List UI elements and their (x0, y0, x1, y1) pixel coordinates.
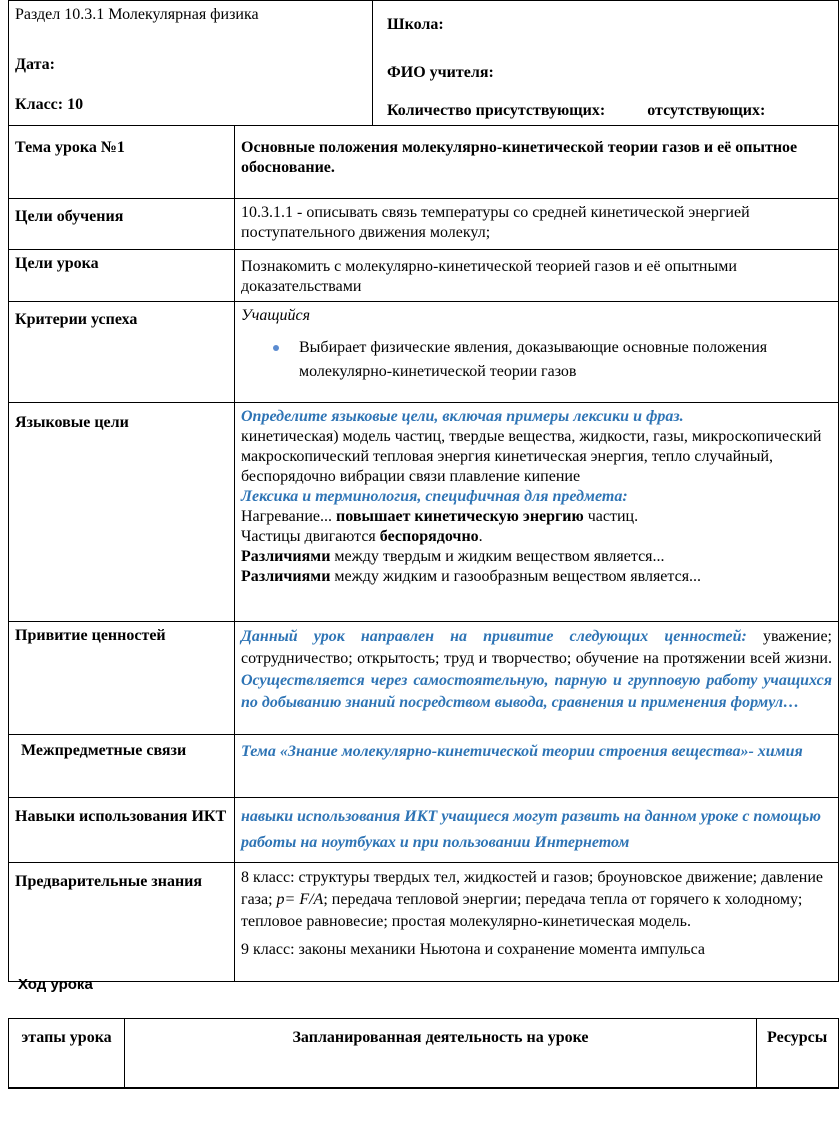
language-goals-row (9, 403, 839, 622)
prior-text-2: 9 класс: законы механики Ньютона и сохранение момента импульса (241, 941, 705, 958)
values-method: Осуществляется через самостоятельную, парную и групповую работу учащихся по добыванию знаний посредством вывода, сравнения и применения формул… (241, 672, 832, 711)
success-criteria-label: Критерии успеха (9, 302, 235, 403)
teacher-wrap (27, 63, 492, 83)
absent-label: отсутствующих: (647, 102, 766, 119)
lesson-goals-value: Познакомить с молекулярно-кинетической теорией газов и её опытными доказательствами (235, 250, 839, 302)
criteria-list (241, 336, 832, 384)
resources-header: Ресурсы (757, 1019, 839, 1089)
learning-goals-row (9, 199, 839, 250)
language-goals-label: Языковые цели (9, 403, 235, 622)
header-right (373, 1, 839, 126)
criteria-item (299, 336, 832, 384)
language-heading-1: Определите языковые цели, включая примеры лексики и фраз. (241, 408, 684, 425)
values-row (9, 622, 839, 735)
topic-value: Основные положения молекулярно-кинетической теории газов и её опытное обоснование. (235, 126, 839, 199)
header-row (9, 1, 839, 126)
language-line-4: Различиями между жидким и газообразным веществом является... (241, 568, 702, 585)
prior-knowledge-value (235, 863, 839, 982)
prior-text-1: 8 класс: структуры твердых тел, жидкостей и газов; броуновское движение; давление газа; p= F/A; передача тепловой энергии; передача тепла от горячего к холодному; тепловое равновесие; простая молекулярно-кинетическая модель. (241, 869, 824, 930)
language-goals-value (235, 403, 839, 622)
teacher-label: ФИО учителя: (387, 64, 494, 81)
values-value (235, 622, 839, 735)
success-criteria-value (235, 302, 839, 403)
values-intro: Данный урок направлен на привитие следующих ценностей: (241, 628, 747, 645)
ict-value: навыки использования ИКТ учащиеся могут развить на данном уроке с помощью работы на ноутбуках и при пользовании Интернетом (235, 798, 839, 863)
stages-header: этапы урока (9, 1019, 125, 1089)
intersubject-row (9, 735, 839, 798)
class-label: Класс: 10 (15, 96, 84, 113)
present-label: Количество присутствующих: (387, 102, 606, 119)
intersubject-value: Тема «Знание молекулярно-кинетической теории строения вещества»- химия (235, 735, 839, 798)
language-heading-2: Лексика и терминология, специфичная для предмета: (241, 488, 628, 505)
values-label: Привитие ценностей (9, 622, 235, 735)
criteria-text: Выбирает физические явления, доказывающие основные положения молекулярно-кинетической теории газов (299, 339, 768, 380)
language-line-3: Различиями между твердым и жидким веществом является... (241, 548, 665, 565)
section-title: Раздел 10.3.1 Молекулярная физика (15, 6, 259, 23)
student-label: Учащийся (241, 307, 311, 324)
lesson-goals-row (9, 250, 839, 302)
topic-label: Тема урока №1 (9, 126, 235, 199)
lesson-goals-label: Цели урока (9, 250, 235, 302)
learning-goals-label: Цели обучения (9, 199, 235, 250)
bullet-icon (273, 345, 279, 351)
lesson-progress-title: Ход урока (18, 976, 93, 993)
attendance-wrap (27, 101, 766, 121)
progress-header-row (9, 1019, 839, 1089)
learning-goals-value: 10.3.1.1 - описывать связь температуры со средней кинетической энергией поступательного движения молекул; (235, 199, 839, 250)
topic-row (9, 126, 839, 199)
values-text: уважение; сотрудничество; открытость; труд и творчество; обучение на протяжении всей жизни. (241, 628, 832, 667)
lesson-progress-table (8, 1018, 839, 1089)
activity-header: Запланированная деятельность на уроке (125, 1019, 757, 1089)
prior-knowledge-label: Предварительные знания (9, 863, 235, 982)
language-line-2: Частицы двигаются беспорядочно. (241, 528, 483, 545)
document-page (8, 0, 832, 1133)
date-label: Дата: (15, 56, 55, 73)
ict-label: Навыки использования ИКТ (9, 798, 235, 863)
school-label: Школа: (387, 16, 444, 33)
lesson-plan-table (8, 0, 839, 982)
ict-row (9, 798, 839, 863)
success-criteria-row (9, 302, 839, 403)
language-line-1: Нагревание... повышает кинетическую энергию частиц. (241, 508, 639, 525)
intersubject-label: Межпредметные связи (9, 735, 235, 798)
language-text-1: кинетическая) модель частиц, твердые вещества, жидкости, газы, микроскопический макроскопический тепловая энергия кинетическая энергия, тепло случайный, беспорядочно вибрации связи плавление кипение (241, 428, 822, 485)
prior-knowledge-row (9, 863, 839, 982)
